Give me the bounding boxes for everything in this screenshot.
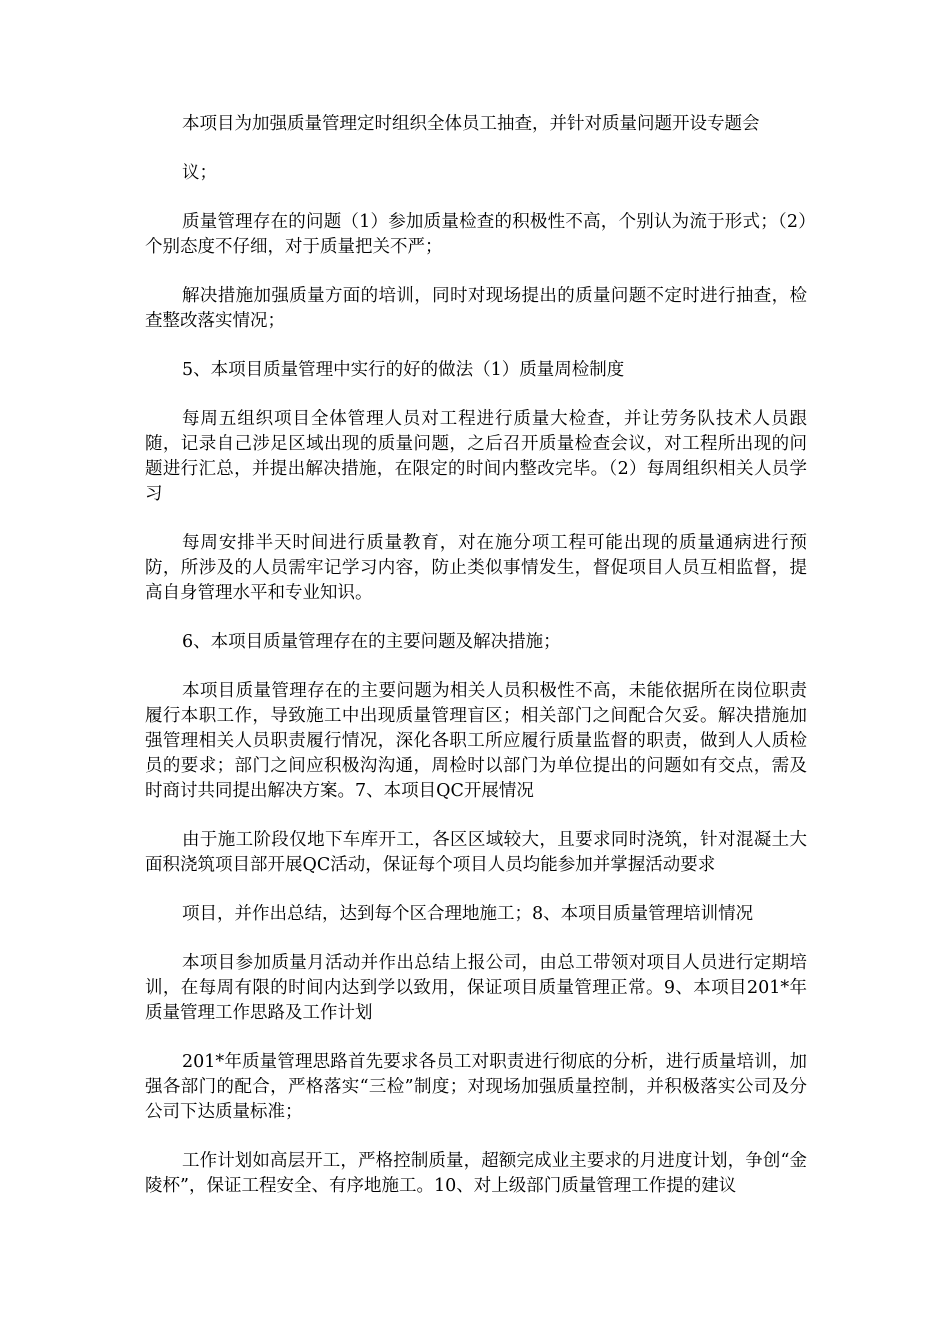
paragraph: 本项目参加质量月活动并作出总结上报公司，由总工带领对项目人员进行定期培训，在每周有限的时间内达到学以致用，保证项目质量管理正常。9、本项目201*年质量管理工作思路及工作计划 xyxy=(145,953,807,1023)
paragraph: 每周五组织项目全体管理人员对工程进行质量大检查，并让劳务队技术人员跟随，记录自己涉足区域出现的质量问题，之后召开质量检查会议，对工程所出现的问题进行汇总，并提出解决措施，在限定的时间内整改完毕。（2）每周组织相关人员学习 xyxy=(145,409,807,504)
paragraph: 项目，并作出总结，达到每个区合理地施工；8、本项目质量管理培训情况 xyxy=(182,904,754,924)
paragraph: 议； xyxy=(182,163,217,183)
paragraph: 每周安排半天时间进行质量教育，对在施分项工程可能出现的质量通病进行预防，所涉及的人员需牢记学习内容，防止类似事情发生，督促项目人员互相监督，提高自身管理水平和专业知识。 xyxy=(145,533,807,603)
paragraph: 解决措施加强质量方面的培训，同时对现场提出的质量问题不定时进行抽查，检查整改落实情况； xyxy=(145,286,807,331)
paragraph: 工作计划如高层开工，严格控制质量，超额完成业主要求的月进度计划，争创“金陵杯”，保证工程安全、有序地施工。10、对上级部门质量管理工作提的建议 xyxy=(145,1151,807,1196)
document-body xyxy=(145,112,807,1223)
paragraph: 本项目质量管理存在的主要问题为相关人员积极性不高，未能依据所在岗位职责履行本职工作，导致施工中出现质量管理盲区；相关部门之间配合欠妥。解决措施加强管理相关人员职责履行情况，深化各职工所应履行质量监督的职责，做到人人质检员的要求；部门之间应积极沟沟通，周检时以部门为单位提出的问题如有交点，需及时商讨共同提出解决方案。7、本项目QC开展情况 xyxy=(145,681,807,801)
paragraph: 由于施工阶段仅地下车库开工，各区区域较大，且要求同时浇筑，针对混凝土大面积浇筑项目部开展QC活动，保证每个项目人员均能参加并掌握活动要求 xyxy=(145,830,807,875)
section-heading: 5、本项目质量管理中实行的好的做法（1）质量周检制度 xyxy=(182,360,625,380)
paragraph: 201*年质量管理思路首先要求各员工对职责进行彻底的分析，进行质量培训，加强各部门的配合，严格落实“三检”制度；对现场加强质量控制，并积极落实公司及分公司下达质量标准； xyxy=(145,1052,807,1122)
paragraph: 本项目为加强质量管理定时组织全体员工抽查，并针对质量问题开设专题会 xyxy=(182,114,760,134)
section-heading: 6、本项目质量管理存在的主要问题及解决措施； xyxy=(182,632,561,652)
paragraph: 质量管理存在的问题（1）参加质量检查的积极性不高，个别认为流于形式；（2）个别态度不仔细，对于质量把关不严； xyxy=(145,212,807,257)
